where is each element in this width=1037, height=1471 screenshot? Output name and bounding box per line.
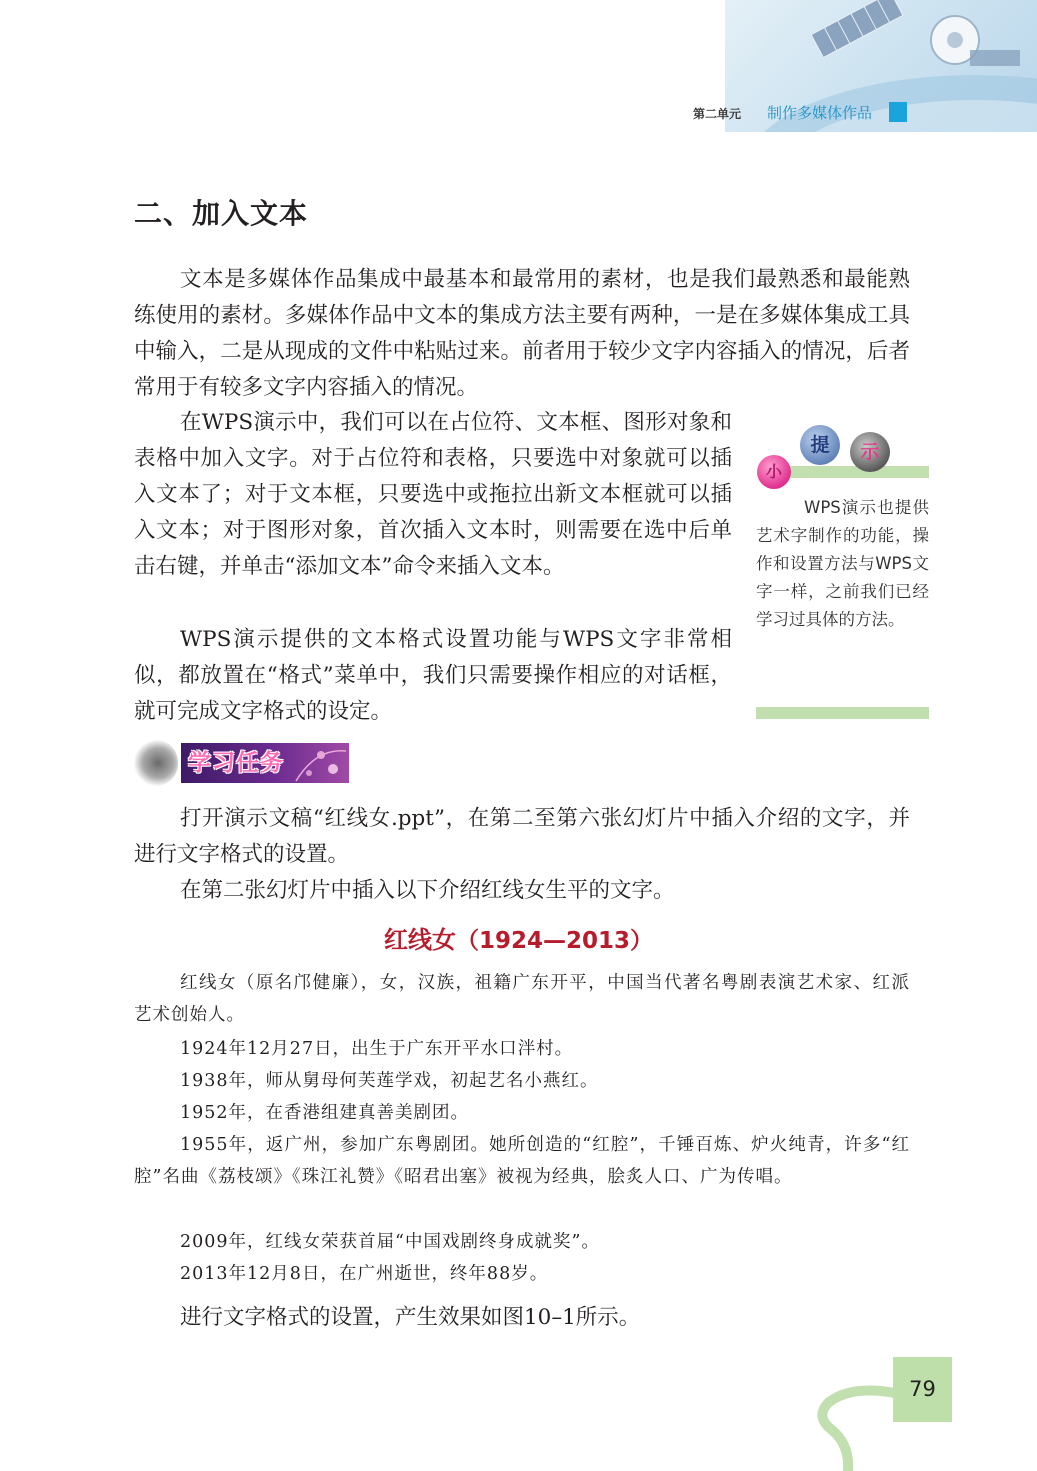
tip-bar-bottom [756,707,929,719]
bio-title-years: （1924—2013） [455,928,654,954]
paragraph-wps-insert: 在WPS演示中，我们可以在占位符、文本框、图形对象和表格中加入文字。对于占位符和表格，只要选中对象就可以插入文本了；对于文本框，只要选中或拖拉出新文本框就可以插入文本；对于图形对象，首次插入文本时，则需要在选中后单击右键，并单击“添加文本”命令来插入文本。 [134,410,732,579]
paragraph-task-open: 打开演示文稿“红线女.ppt”，在第二至第六张幻灯片中插入介绍的文字，并进行文字格式的设置。 [134,806,910,867]
bio-line: 2013年12月8日，在广州逝世，终年88岁。 [180,1264,549,1284]
unit-marker-square [889,102,907,122]
paragraph-wps-format: WPS演示提供的文本格式设置功能与WPS文字非常相似，都放置在“格式”菜单中，我们只需要操作相应的对话框，就可完成文字格式的设定。 [134,627,732,724]
bio-title-name: 红线女 [383,925,456,954]
unit-number: 第二单元 [693,107,742,121]
tip-badge-small: 小 [757,455,791,489]
bio-title [0,920,1037,955]
section-title: 二、加入文本 [134,197,309,230]
tip-badge-shi: 示 [850,432,890,472]
page-corner-swirl [810,1385,900,1471]
bio-line: 1955年，返广州，参加广东粤剧团。她所创造的“红腔”，千锤百炼、炉火纯青，许多“红腔”名曲《荔枝颂》《珠江礼赞》《昭君出塞》被视为经典，脍炙人口、广为传唱。 [134,1135,910,1187]
bio-line: 2009年，红线女荣获首届“中国戏剧终身成就奖”。 [180,1232,600,1252]
unit-title: 制作多媒体作品 [767,104,873,122]
page-number-box [893,1357,952,1422]
page-number: 79 [909,1377,936,1401]
bio-line: 1924年12月27日，出生于广东开平水口泮村。 [180,1039,574,1059]
bio-line: 1938年，师从舅母何芙莲学戏，初起艺名小燕红。 [180,1071,599,1091]
task-label: 学习任务 [188,750,284,776]
paragraph-task-insert: 在第二张幻灯片中插入以下介绍红线女生平的文字。 [180,878,675,903]
learning-task-banner [134,740,350,786]
task-blur-icon [134,740,178,786]
bio-line: 红线女（原名邝健廉），女，汉族，祖籍广东开平，中国当代著名粤剧表演艺术家、红派艺术创始人。 [134,973,910,1025]
bio-line: 1952年，在香港组建真善美剧团。 [180,1103,470,1123]
tip-badge-ti: 提 [800,425,840,465]
tip-bar-top [780,466,929,478]
tip-text: WPS演示也提供艺术字制作的功能，操作和设置方法与WPS文字一样，之前我们已经学习过具体的方法。 [756,498,929,629]
paragraph-intro: 文本是多媒体作品集成中最基本和最常用的素材，也是我们最熟悉和最能熟练使用的素材。多媒体作品中文本的集成方法主要有两种，一是在多媒体集成工具中输入，二是从现成的文件中粘贴过来。前者用于较少文字内容插入的情况，后者常用于有较多文字内容插入的情况。 [134,267,910,400]
paragraph-closing: 进行文字格式的设置，产生效果如图10–1所示。 [180,1305,641,1330]
